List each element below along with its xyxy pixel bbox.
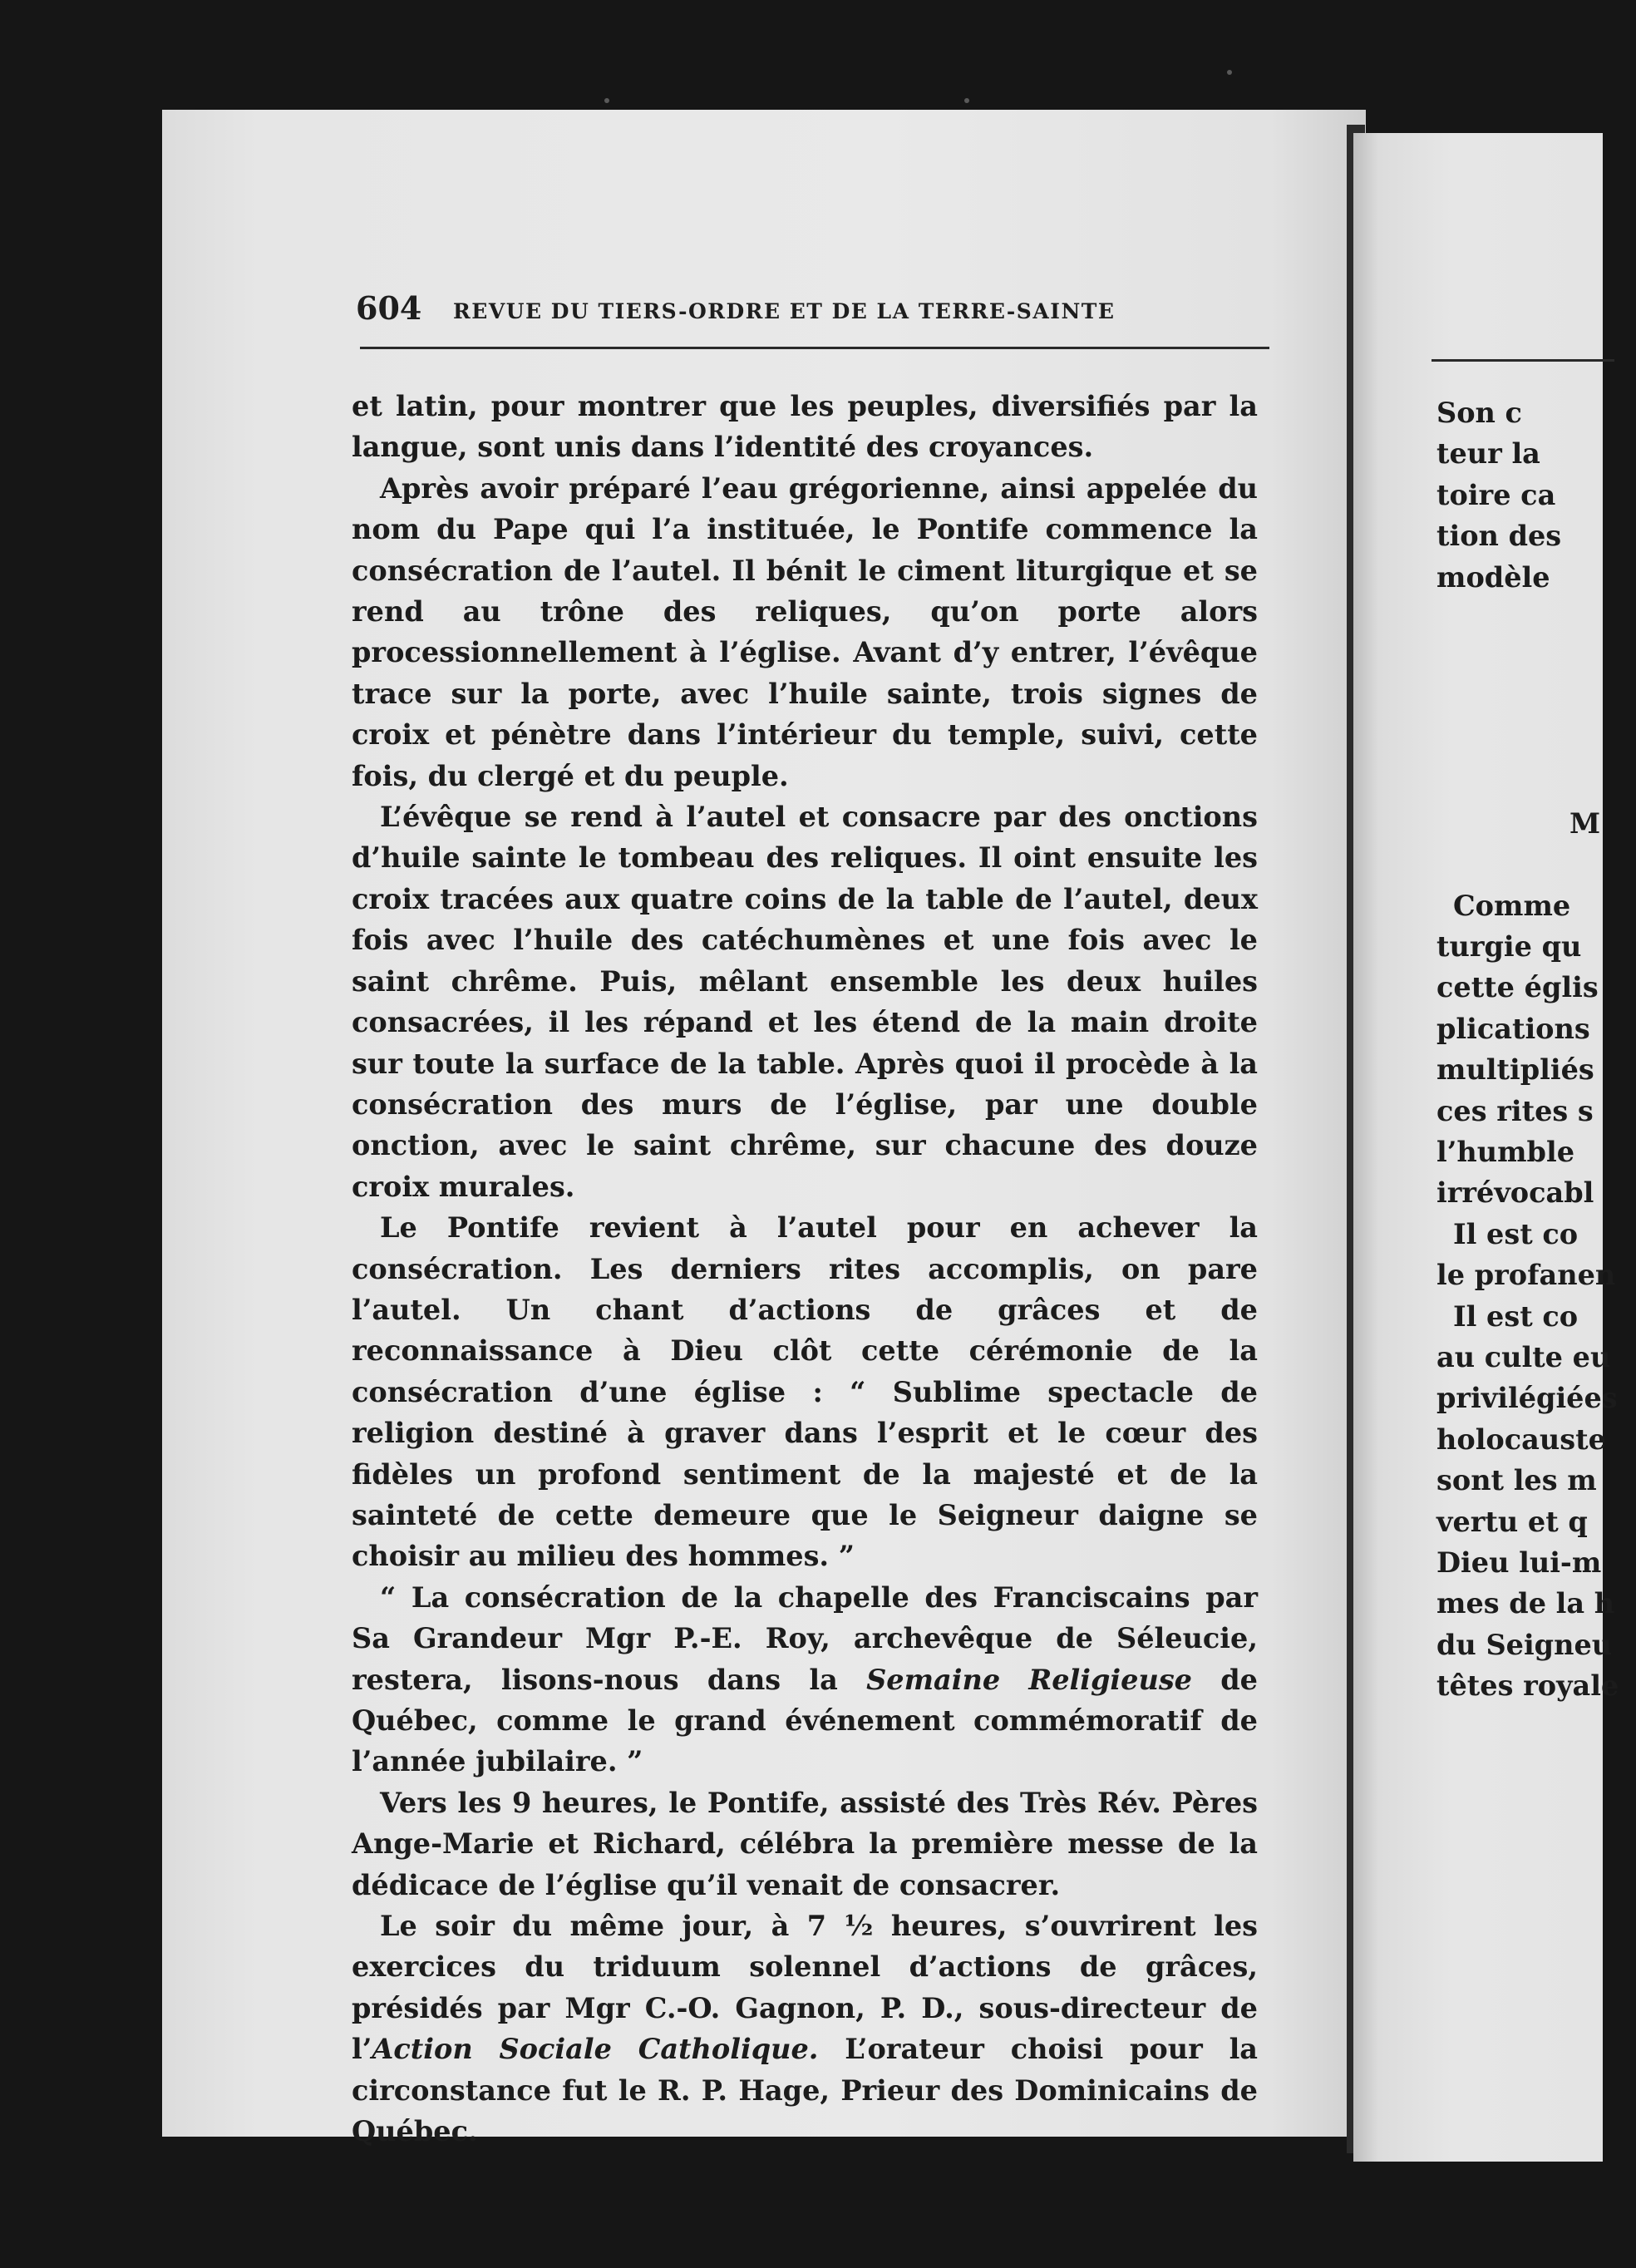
paragraph: L’évêque se rend à l’autel et consacre par des onctions d’huile sainte le tombeau des reliques. Il oint ensuite les croix tracées aux quatre coins de la table de l’autel, deux fois avec l’huile des catéchumènes et une fois avec le saint chrême. Puis, mêlant ensemble les deux huiles consacrées, il les répand et les étend de la main droite sur toute la surface de la table. Après quoi il procède à la consécration des murs de l’église, par une double onction, avec le saint chrême, sur chacune des douze croix murales. xyxy=(352,801,1258,1203)
right-line: vertu et q xyxy=(1436,1505,1588,1538)
right-line: têtes royale xyxy=(1436,1669,1619,1703)
header-rule xyxy=(360,347,1269,349)
publication-title: Semaine Religieuse xyxy=(866,1663,1192,1696)
right-line: tion des xyxy=(1436,520,1562,553)
right-line: mes de la h xyxy=(1436,1587,1615,1620)
text-run: Le soir du même jour, à 7 ½ heures, s’ouvrirent les exercices du triduum solennel d’actions de grâces, présidés par Mgr C.-O. Gagnon, P. D., sous-directeur de l’ xyxy=(352,1910,1258,2066)
right-line: holocauste xyxy=(1436,1422,1606,1456)
film-dust-speck xyxy=(604,98,609,103)
right-line: ces rites s xyxy=(1436,1094,1594,1127)
paragraph: Vers les 9 heures, le Pontife, assisté des Très Rév. Pères Ange-Marie et Richard, célébra la première messe de la dédicace de l’église qu’il venait de consacrer. xyxy=(352,1786,1258,1901)
right-heading: M xyxy=(1569,806,1601,840)
right-line: irrévocabl xyxy=(1436,1176,1594,1210)
running-title: REVUE DU TIERS-ORDRE ET DE LA TERRE-SAINTE xyxy=(453,299,1116,323)
right-line: l’humble xyxy=(1436,1136,1575,1169)
right-line: le profanen xyxy=(1436,1259,1616,1292)
text-run: “ La consécration de la chapelle des Franciscains par Sa Grandeur Mgr P.-E. Roy, archevêque de Séleucie, restera, lisons-nous dans la xyxy=(352,1580,1258,1696)
film-dust-speck xyxy=(1227,70,1232,75)
right-line: du Seigneu xyxy=(1436,1628,1613,1661)
paragraph xyxy=(352,1906,1258,2152)
paragraph: et latin, pour montrer que les peuples, diversifiés par la langue, sont unis dans l’identité des croyances. xyxy=(352,390,1258,464)
film-dust-speck xyxy=(964,98,969,103)
article-body xyxy=(352,386,1258,2152)
page-number: 604 xyxy=(356,289,422,327)
right-line: cette églis xyxy=(1436,971,1599,1004)
right-line: au culte eu xyxy=(1436,1340,1611,1373)
right-page-text xyxy=(1436,392,1636,1707)
right-line: Son c xyxy=(1436,397,1522,429)
right-line: modèle xyxy=(1436,560,1550,594)
right-line: Comme xyxy=(1453,889,1571,922)
right-line: multipliés xyxy=(1436,1053,1594,1087)
right-page xyxy=(1353,133,1619,2162)
page-header xyxy=(356,289,1270,331)
right-line: teur la xyxy=(1436,437,1540,471)
right-line: Il est co xyxy=(1453,1217,1579,1250)
paragraph: Le Pontife revient à l’autel pour en achever la consécration. Les derniers rites accomplis, on pare l’autel. Un chant d’actions de grâces et de reconnaissance à Dieu clôt cette cérémonie de la consécration d’une église : “ Sublime spectacle de religion destiné à graver dans l’esprit et le cœur des fidèles un profond sentiment de la majesté et de la sainteté de cette demeure que le Seigneur daigne se choisir au milieu des hommes. ” xyxy=(352,1211,1258,1573)
right-line: plications xyxy=(1436,1012,1590,1045)
publication-title: Action Sociale Catholique. xyxy=(372,2033,819,2066)
right-line: Il est co xyxy=(1453,1299,1579,1333)
paragraph xyxy=(352,1577,1258,1782)
right-line: Dieu lui-m xyxy=(1436,1546,1602,1579)
right-line: sont les m xyxy=(1436,1464,1597,1497)
right-line: privilégiées xyxy=(1436,1382,1618,1415)
right-line: turgie qu xyxy=(1436,930,1582,964)
text-run: de Québec, comme le grand événement commémoratif de l’année jubilaire. ” xyxy=(352,1663,1258,1778)
paragraph: Après avoir préparé l’eau grégorienne, ainsi appelée du nom du Pape qui l’a instituée, le Pontife commence la consécration de l’autel. Il bénit le ciment liturgique et se rend au trône des reliques, qu’on porte alors processionnellement à l’église. Avant d’y entrer, l’évêque trace sur la porte, avec l’huile sainte, trois signes de croix et pénètre dans l’intérieur du temple, suivi, cette fois, du clergé et du peuple. xyxy=(352,471,1258,792)
right-line: toire ca xyxy=(1436,478,1556,511)
text-run: L’orateur choisi pour la circonstance fut le R. P. Hage, Prieur des Dominicains de Québec. xyxy=(352,2033,1259,2148)
right-header-rule xyxy=(1432,359,1614,362)
